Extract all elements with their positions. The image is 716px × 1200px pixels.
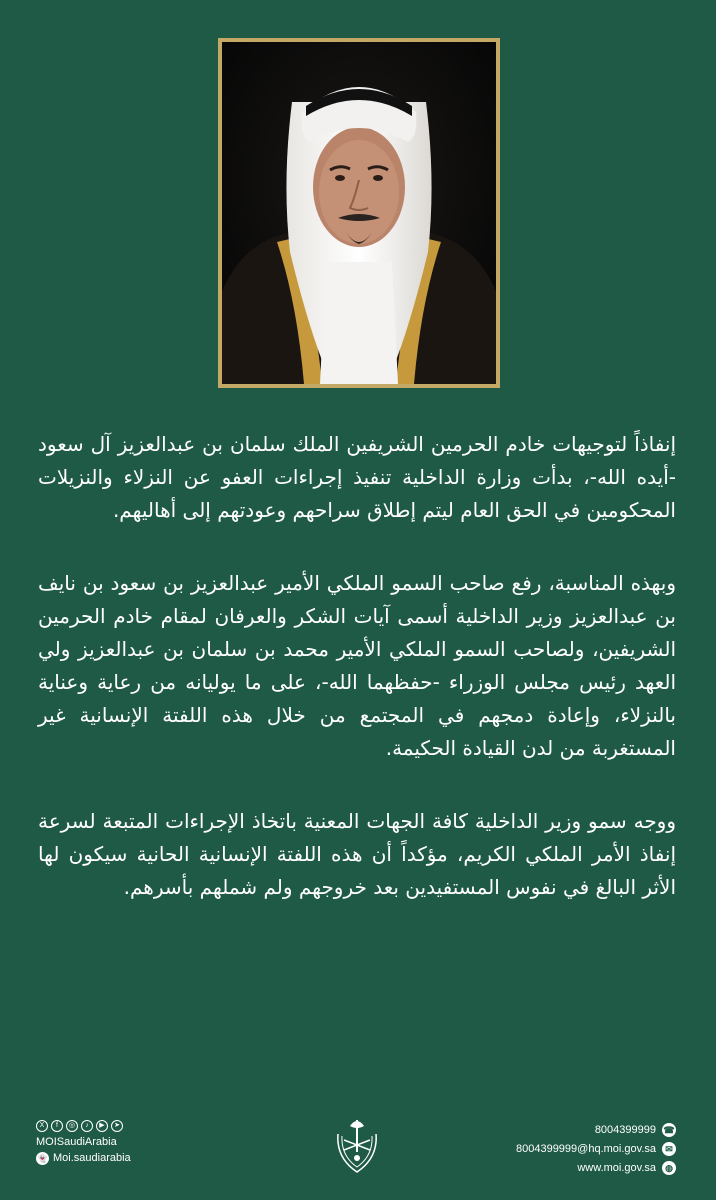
snapchat-row[interactable]: [36, 1150, 131, 1166]
paragraph-minister-thanks: وبهذه المناسبة، رفع صاحب السمو الملكي الأمير عبدالعزيز بن سعود بن نايف بن عبدالعزيز وزير الداخلية أسمى آيات الشكر والعرفان لمقام خادم الحرمين الشريفين، ولصاحب السمو الملكي الأمير محمد بن سلمان بن عبدالعزيز ولي العهد رئيس مجلس الوزراء -حفظهما الله-، على ما يوليانه من رعاية وعناية بالنزلاء، وإعادة دمجهم في المجتمع من خلال هذه اللفتة الإنسانية غير المستغربة من لدن القيادة الحكيمة.: [38, 571, 676, 760]
footer: [0, 1120, 716, 1200]
website-url: www.moi.gov.sa: [577, 1161, 656, 1174]
article-body: [38, 428, 676, 944]
social-icons: [36, 1120, 131, 1132]
king-portrait: [218, 38, 500, 388]
youtube-icon[interactable]: ▶: [96, 1120, 108, 1132]
email-address: 8004399999@hq.moi.gov.sa: [515, 1142, 656, 1155]
phone-number: 8004399999: [594, 1123, 656, 1136]
x-icon[interactable]: X: [36, 1120, 48, 1132]
website-row[interactable]: [516, 1158, 676, 1177]
snapchat-handle: Moi.saudiarabia: [53, 1152, 131, 1164]
telegram-icon[interactable]: ➤: [111, 1120, 123, 1132]
facebook-icon[interactable]: f: [51, 1120, 63, 1132]
social-handle[interactable]: MOISaudiArabia: [36, 1136, 117, 1148]
email-icon: ✉: [662, 1142, 676, 1156]
phone-icon: ☎: [663, 1124, 675, 1135]
tiktok-icon[interactable]: ♪: [81, 1120, 93, 1132]
ministry-emblem-icon: [328, 1112, 386, 1176]
snapchat-icon: 👻: [37, 1153, 48, 1163]
portrait-illustration: [222, 42, 496, 384]
phone-row[interactable]: [516, 1120, 676, 1139]
social-block: [36, 1120, 131, 1166]
paragraph-pardon-announcement: إنفاذاً لتوجيهات خادم الحرمين الشريفين الملك سلمان بن عبدالعزيز آل سعود -أيده الله-، بدأت وزارة الداخلية تنفيذ إجراءات العفو عن النزلاء والنزيلات المحكومين في الحق العام ليتم إطلاق سراحهم وعودتهم إلى أهاليهم.: [38, 432, 676, 522]
email-row[interactable]: [516, 1139, 676, 1158]
instagram-icon[interactable]: ◎: [66, 1120, 78, 1132]
globe-icon: ◍: [662, 1161, 676, 1175]
contact-block: [516, 1120, 676, 1177]
paragraph-minister-directive: ووجه سمو وزير الداخلية كافة الجهات المعنية باتخاذ الإجراءات المتبعة لسرعة إنفاذ الأمر الملكي الكريم، مؤكداً أن هذه اللفتة الإنسانية الحانية سيكون لها الأثر البالغ في نفوس المستفيدين بعد خروجهم ولم شملهم بأسرهم.: [38, 809, 676, 899]
